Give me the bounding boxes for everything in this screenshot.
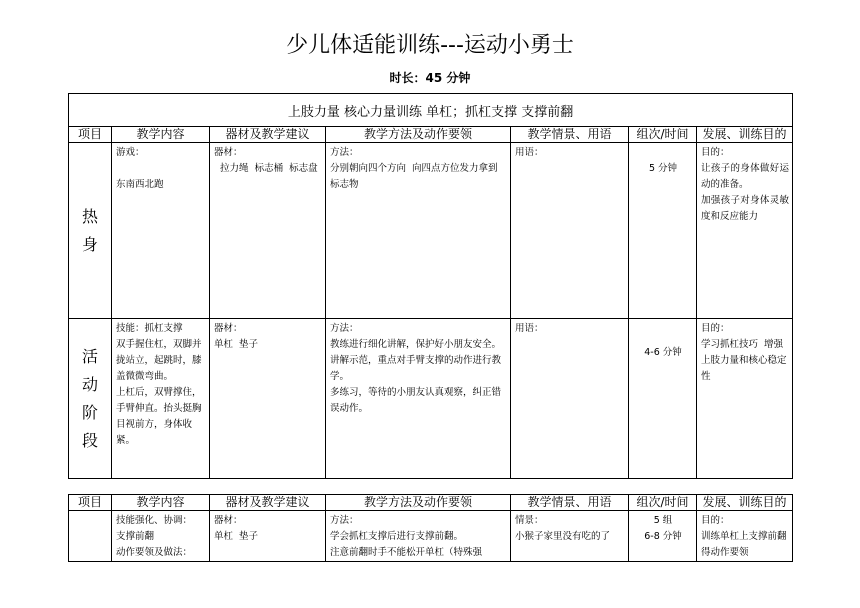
- header-content: 教学内容: [112, 127, 210, 143]
- cell-time: 4-6 分钟: [629, 319, 697, 479]
- lesson-subtitle: 上肢力量 核心力量训练 单杠；抓杠支撑 支撑前翻: [69, 94, 793, 127]
- header-scene: 教学情景、用语: [511, 127, 629, 143]
- cell-equipment: 器材： 单杠 垫子: [210, 511, 326, 562]
- header-equipment: 器材及教学建议: [210, 495, 326, 511]
- header-scene: 教学情景、用语: [511, 495, 629, 511]
- header-goal: 发展、训练目的: [697, 127, 793, 143]
- header-content: 教学内容: [112, 495, 210, 511]
- duration-label: 时长：45 分钟: [389, 71, 471, 85]
- cell-time: 5 组 6-8 分钟: [629, 511, 697, 562]
- header-item: 项目: [69, 127, 112, 143]
- cell-method: 方法： 教练进行细化讲解，保护好小朋友安全。讲解示范，重点对手臂支撑的动作进行教学。 多练习，等待的小朋友认真观察，纠正错误动作。: [326, 319, 511, 479]
- table-row: [69, 143, 793, 319]
- cell-scene: 情景： 小猴子家里没有吃的了: [511, 511, 629, 562]
- header-time: 组次/时间: [629, 495, 697, 511]
- header-goal: 发展、训练目的: [697, 495, 793, 511]
- header-item: 项目: [69, 495, 112, 511]
- cell-content: 技能强化、协调： 支撑前翻 动作要领及做法：: [112, 511, 210, 562]
- section-activity: 活 动 阶 段: [69, 319, 112, 479]
- lesson-plan-table: [68, 93, 793, 479]
- cell-time: 5 分钟: [629, 143, 697, 319]
- cell-equipment: 器材： 单杠 垫子: [210, 319, 326, 479]
- cell-goal: 目的： 训练单杠上支撑前翻得动作要领: [697, 511, 793, 562]
- cell-goal: 目的： 学习抓杠技巧 增强上肢力量和核心稳定性: [697, 319, 793, 479]
- cell-content: 技能：抓杠支撑 双手握住杠，双脚并拢站立，起跳时，膝盖微微弯曲。 上杠后，双臂撑住，手臂伸直。抬头挺胸目视前方，身体收紧。: [112, 319, 210, 479]
- cell-method: 方法： 学会抓杠支撑后进行支撑前翻。 注意前翻时手不能松开单杠（特殊强: [326, 511, 511, 562]
- cell-equipment: 器材： 拉力绳 标志桶 标志盘: [210, 143, 326, 319]
- table-row: [69, 319, 793, 479]
- header-time: 组次/时间: [629, 127, 697, 143]
- cell-method: 方法： 分别朝向四个方向 向四点方位发力拿到标志物: [326, 143, 511, 319]
- section-warmup: 热 身: [69, 143, 112, 319]
- header-method: 教学方法及动作要领: [326, 495, 511, 511]
- header-equipment: 器材及教学建议: [210, 127, 326, 143]
- lesson-plan-table-continued: [68, 494, 793, 562]
- header-method: 教学方法及动作要领: [326, 127, 511, 143]
- document-title: 少儿体适能训练---运动小勇士: [286, 33, 574, 58]
- table-row: [69, 511, 793, 562]
- cell-scene: 用语：: [511, 319, 629, 479]
- cell-scene: 用语：: [511, 143, 629, 319]
- cell-goal: 目的： 让孩子的身体做好运动的准备。 加强孩子对身体灵敏度和反应能力: [697, 143, 793, 319]
- cell-content: 游戏： 东南西北跑: [112, 143, 210, 319]
- cell-section-empty: [69, 511, 112, 562]
